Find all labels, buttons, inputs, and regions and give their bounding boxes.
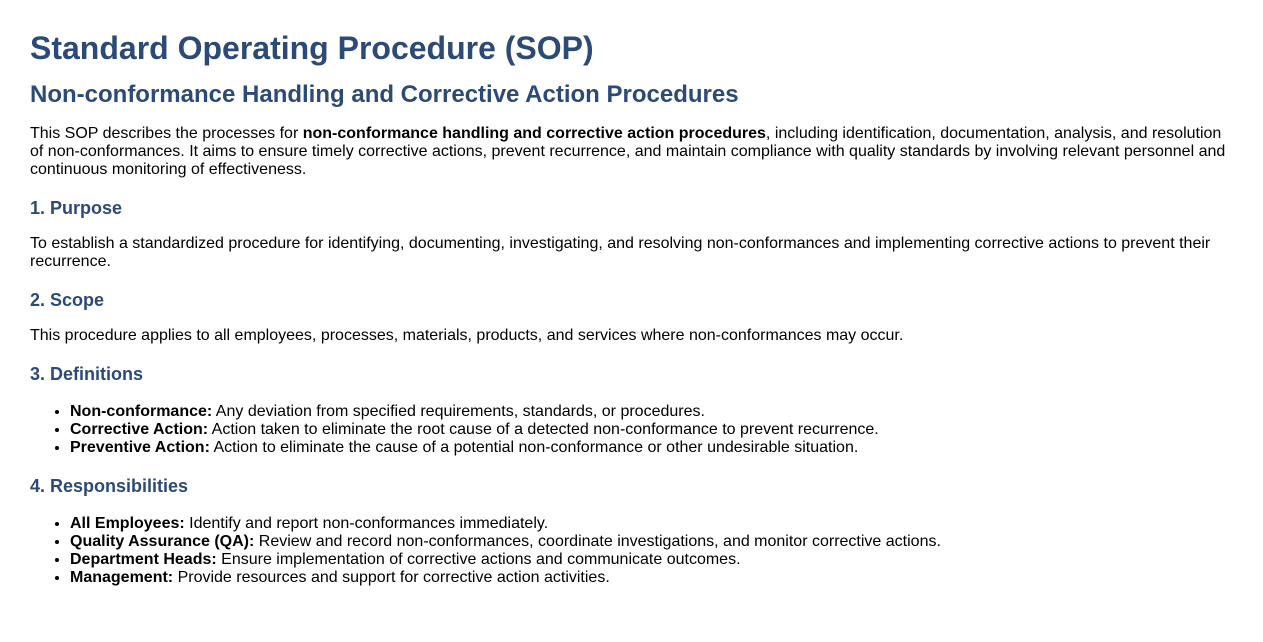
definition-term: Preventive Action: xyxy=(70,439,210,456)
list-item xyxy=(70,403,1233,421)
intro-text-before: This SOP describes the processes for xyxy=(30,125,303,142)
section-heading-purpose: 1. Purpose xyxy=(30,198,123,218)
page-subtitle: Non-conformance Handling and Corrective Action Procedures xyxy=(30,81,739,108)
definitions-list xyxy=(30,403,1233,457)
responsibility-role: Management: xyxy=(70,569,174,586)
section-heading-definitions: 3. Definitions xyxy=(30,364,144,384)
intro-text-bold: non-conformance handling and corrective action procedures xyxy=(302,125,766,142)
responsibilities-list xyxy=(30,515,1233,587)
list-item xyxy=(70,551,1233,569)
definition-desc: Any deviation from specified requirements, standards, or procedures. xyxy=(212,403,705,420)
intro-text-after: , including identification, documentation, analysis, and resolution of non-conformances. It aims to ensure timely corrective actions, prevent recurrence, and maintain compliance with quality standards by involving relevant personnel and continuous monitoring of effectiveness. xyxy=(30,125,1226,178)
definition-term: Corrective Action: xyxy=(70,421,209,438)
responsibility-role: Quality Assurance (QA): xyxy=(70,533,255,550)
scope-text: This procedure applies to all employees, processes, materials, products, and services where non-conformances may occur. xyxy=(30,327,904,344)
definition-desc: Action taken to eliminate the root cause of a detected non-conformance to prevent recurrence. xyxy=(208,421,879,438)
list-item xyxy=(70,515,1233,533)
responsibility-desc: Review and record non-conformances, coordinate investigations, and monitor corrective actions. xyxy=(254,533,941,550)
responsibility-desc: Ensure implementation of corrective actions and communicate outcomes. xyxy=(216,551,741,568)
section-heading-responsibilities: 4. Responsibilities xyxy=(30,476,189,496)
responsibility-desc: Provide resources and support for corrective action activities. xyxy=(173,569,610,586)
purpose-text: To establish a standardized procedure for identifying, documenting, investigating, and resolving non-conformances and implementing corrective actions to prevent their recurrence. xyxy=(30,235,1211,270)
list-item xyxy=(70,533,1233,551)
section-heading-scope: 2. Scope xyxy=(30,290,105,310)
list-item xyxy=(70,569,1233,587)
definition-term: Non-conformance: xyxy=(70,403,213,420)
responsibility-role: All Employees: xyxy=(70,515,185,532)
page-title: Standard Operating Procedure (SOP) xyxy=(30,30,594,66)
responsibility-desc: Identify and report non-conformances immediately. xyxy=(184,515,549,532)
intro-paragraph xyxy=(30,125,1233,179)
list-item xyxy=(70,439,1233,457)
definition-desc: Action to eliminate the cause of a potential non-conformance or other undesirable situation. xyxy=(209,439,859,456)
document xyxy=(0,29,1263,587)
responsibility-role: Department Heads: xyxy=(70,551,217,568)
list-item xyxy=(70,421,1233,439)
